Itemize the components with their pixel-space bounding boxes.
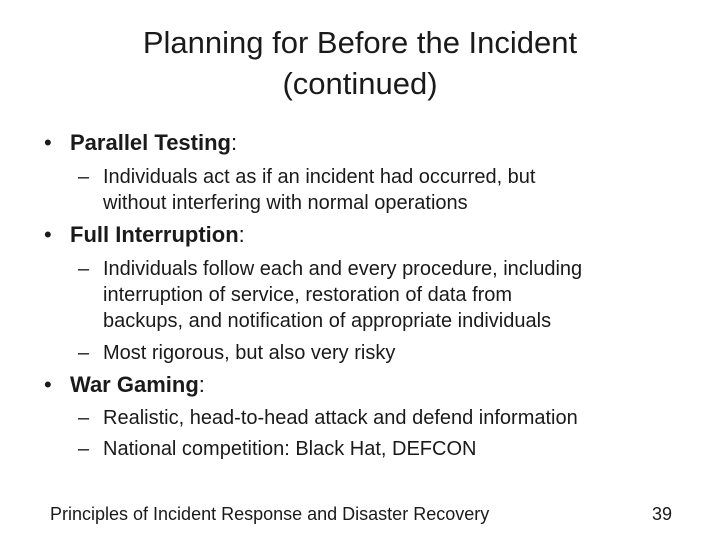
dash-icon: – [78, 438, 90, 460]
dash-icon: – [78, 407, 90, 429]
bullet-colon: : [198, 372, 205, 397]
sub-bullet-text: National competition: Black Hat, DEFCON [103, 438, 477, 460]
bullet-war-gaming [44, 372, 205, 398]
bullet-dot-icon: • [44, 372, 52, 397]
footer-page-number: 39 [651, 504, 672, 524]
bullet-colon: : [238, 222, 245, 247]
sub-bullet [78, 164, 535, 216]
sub-bullet-text: Realistic, head-to-head attack and defend information [103, 407, 578, 429]
bullet-term: Full Interruption [70, 222, 239, 247]
bullet-dot-icon: • [44, 222, 52, 247]
sub-bullet-text: Most rigorous, but also very risky [103, 342, 396, 364]
bullet-parallel-testing [44, 130, 237, 156]
sub-bullet [78, 256, 582, 334]
sub-bullet [78, 405, 578, 431]
sub-bullet [78, 436, 476, 462]
footer-course-title: Principles of Incident Response and Disaster Recovery [50, 504, 490, 524]
slide-title-line-2: (continued) [282, 66, 438, 101]
dash-icon: – [78, 342, 90, 364]
dash-icon: – [78, 166, 90, 188]
slide-title-line-1: Planning for Before the Incident [142, 25, 578, 60]
bullet-full-interruption [44, 222, 245, 248]
bullet-dot-icon: • [44, 130, 52, 155]
dash-icon: – [78, 258, 90, 280]
sub-bullet-text: Individuals act as if an incident had occurred, but without interfering with normal operations [103, 166, 536, 214]
bullet-colon: : [230, 130, 238, 155]
sub-bullet-text: Individuals follow each and every procedure, including interruption of service, restoration of data from backups, and notification of appropriate individuals [103, 258, 583, 332]
bullet-term: Parallel Testing [70, 130, 231, 155]
slide-title [0, 22, 720, 104]
sub-bullet [78, 340, 395, 366]
bullet-term: War Gaming [70, 372, 199, 397]
